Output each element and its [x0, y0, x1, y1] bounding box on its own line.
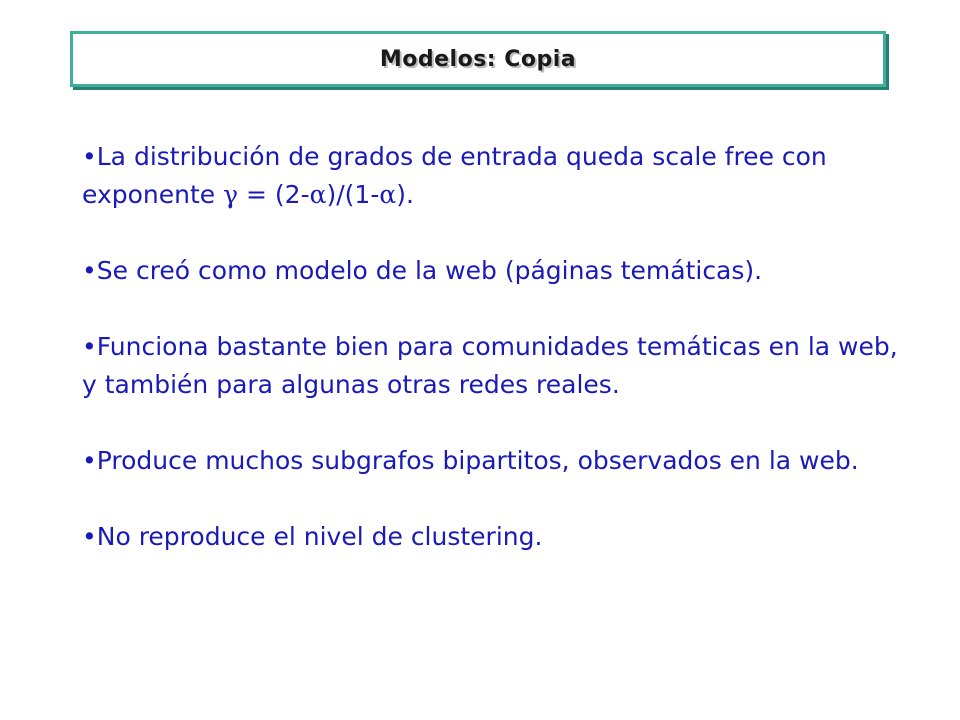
- bullet-text: Se creó como modelo de la web (páginas temáticas).: [96, 256, 763, 285]
- bullet-marker: •: [82, 446, 97, 475]
- bullet-text: La distribución de grados de entrada queda scale free con exponente: [82, 142, 827, 209]
- bullet-list: [82, 138, 902, 594]
- gamma-symbol: γ: [223, 180, 239, 209]
- bullet-text: No reproduce el nivel de clustering.: [96, 522, 543, 551]
- bullet-item-1: [82, 138, 902, 214]
- title-box: [70, 31, 886, 87]
- bullet-item-3: [82, 328, 902, 404]
- bullet-text: Produce muchos subgrafos bipartitos, observados en la web.: [96, 446, 859, 475]
- bullet-marker: •: [82, 332, 97, 361]
- alpha-symbol: α: [379, 180, 397, 209]
- bullet-item-4: [82, 442, 902, 480]
- equation-part: )/(1-: [326, 180, 380, 209]
- slide-title: Modelos: Copia: [379, 46, 577, 72]
- alpha-symbol: α: [309, 180, 327, 209]
- bullet-item-2: [82, 252, 902, 290]
- equation-part: ).: [396, 180, 414, 209]
- bullet-marker: •: [82, 256, 97, 285]
- equation-part: = (2-: [238, 180, 310, 209]
- bullet-marker: •: [82, 522, 97, 551]
- bullet-item-5: [82, 518, 902, 556]
- bullet-marker: •: [82, 142, 97, 171]
- bullet-text: Funciona bastante bien para comunidades temáticas en la web, y también para algunas otras redes reales.: [82, 332, 898, 399]
